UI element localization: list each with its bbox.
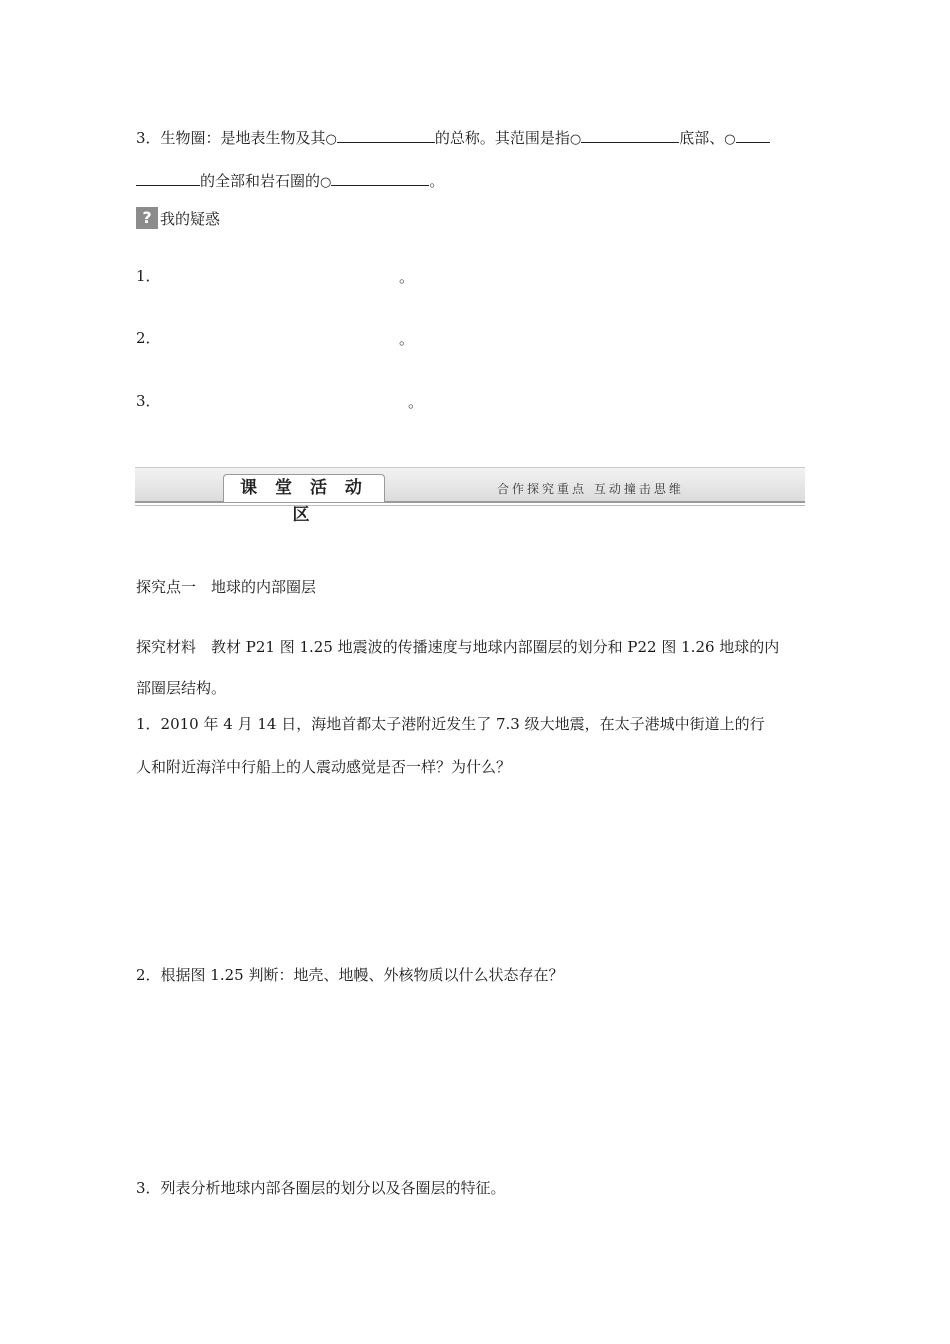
explore-material-line-2: 部圈层结构。 xyxy=(136,679,227,697)
blank-2[interactable] xyxy=(581,127,679,143)
doubt-number: 2． xyxy=(136,329,161,347)
biosphere-line-1 xyxy=(136,127,770,150)
section-banner xyxy=(135,467,805,525)
question-3: 3．列表分析地球内部各圈层的划分以及各圈层的特征。 xyxy=(136,1179,506,1197)
blank-1[interactable] xyxy=(337,127,435,143)
biosphere-end: 。 xyxy=(429,172,445,190)
question-2: 2．根据图 1.25 判断：地壳、地幔、外核物质以什么状态存在？ xyxy=(136,966,564,984)
biosphere-mid2: 底部、 xyxy=(679,129,725,147)
biosphere-prefix: 3．生物圈：是地表生物及其 xyxy=(136,129,326,147)
blank-3b[interactable] xyxy=(136,170,200,186)
doubt-end-2: 。 xyxy=(399,330,415,348)
doubt-number: 3． xyxy=(136,392,161,410)
doubts-title: 我的疑惑 xyxy=(160,210,221,228)
biosphere-line2-mid: 的全部和岩石圈的 xyxy=(200,172,321,190)
doubt-item-2[interactable] xyxy=(136,328,161,348)
circle-marker-icon: ○ xyxy=(325,132,337,147)
banner-divider xyxy=(135,505,805,506)
circle-marker-icon: ○ xyxy=(569,132,582,147)
explore-material-line-1: 探究材料 教材 P21 图 1.25 地震波的传播速度与地球内部圈层的划分和 P22 图 1.26 地球的内 xyxy=(136,638,780,656)
blank-4[interactable] xyxy=(331,170,429,186)
banner-subtitle: 合作探究重点 互动撞击思维 xyxy=(497,482,684,496)
biosphere-line-2 xyxy=(136,170,444,193)
biosphere-mid1: 的总称。其范围是指 xyxy=(434,129,570,147)
question-mark-icon: ? xyxy=(136,207,158,229)
doubt-end-3: 。 xyxy=(408,393,424,411)
question-1-line-1: 1．2010 年 4 月 14 日，海地首都太子港附近发生了 7.3 级大地震，在太子港城中街道上的行 xyxy=(136,715,765,733)
doubts-heading xyxy=(136,209,220,231)
banner-title: 课 堂 活 动 区 xyxy=(223,474,385,502)
explore-heading: 探究点一 地球的内部圈层 xyxy=(136,578,317,596)
doubt-item-1[interactable] xyxy=(136,266,161,286)
blank-3a[interactable] xyxy=(736,127,770,143)
circle-marker-icon: ○ xyxy=(320,175,332,190)
doubt-item-3[interactable] xyxy=(136,391,161,411)
circle-marker-icon: ○ xyxy=(724,132,736,147)
question-1-line-2: 人和附近海洋中行船上的人震动感觉是否一样？为什么？ xyxy=(136,758,512,776)
doubt-end-1: 。 xyxy=(399,268,415,286)
doubt-number: 1． xyxy=(136,267,161,285)
